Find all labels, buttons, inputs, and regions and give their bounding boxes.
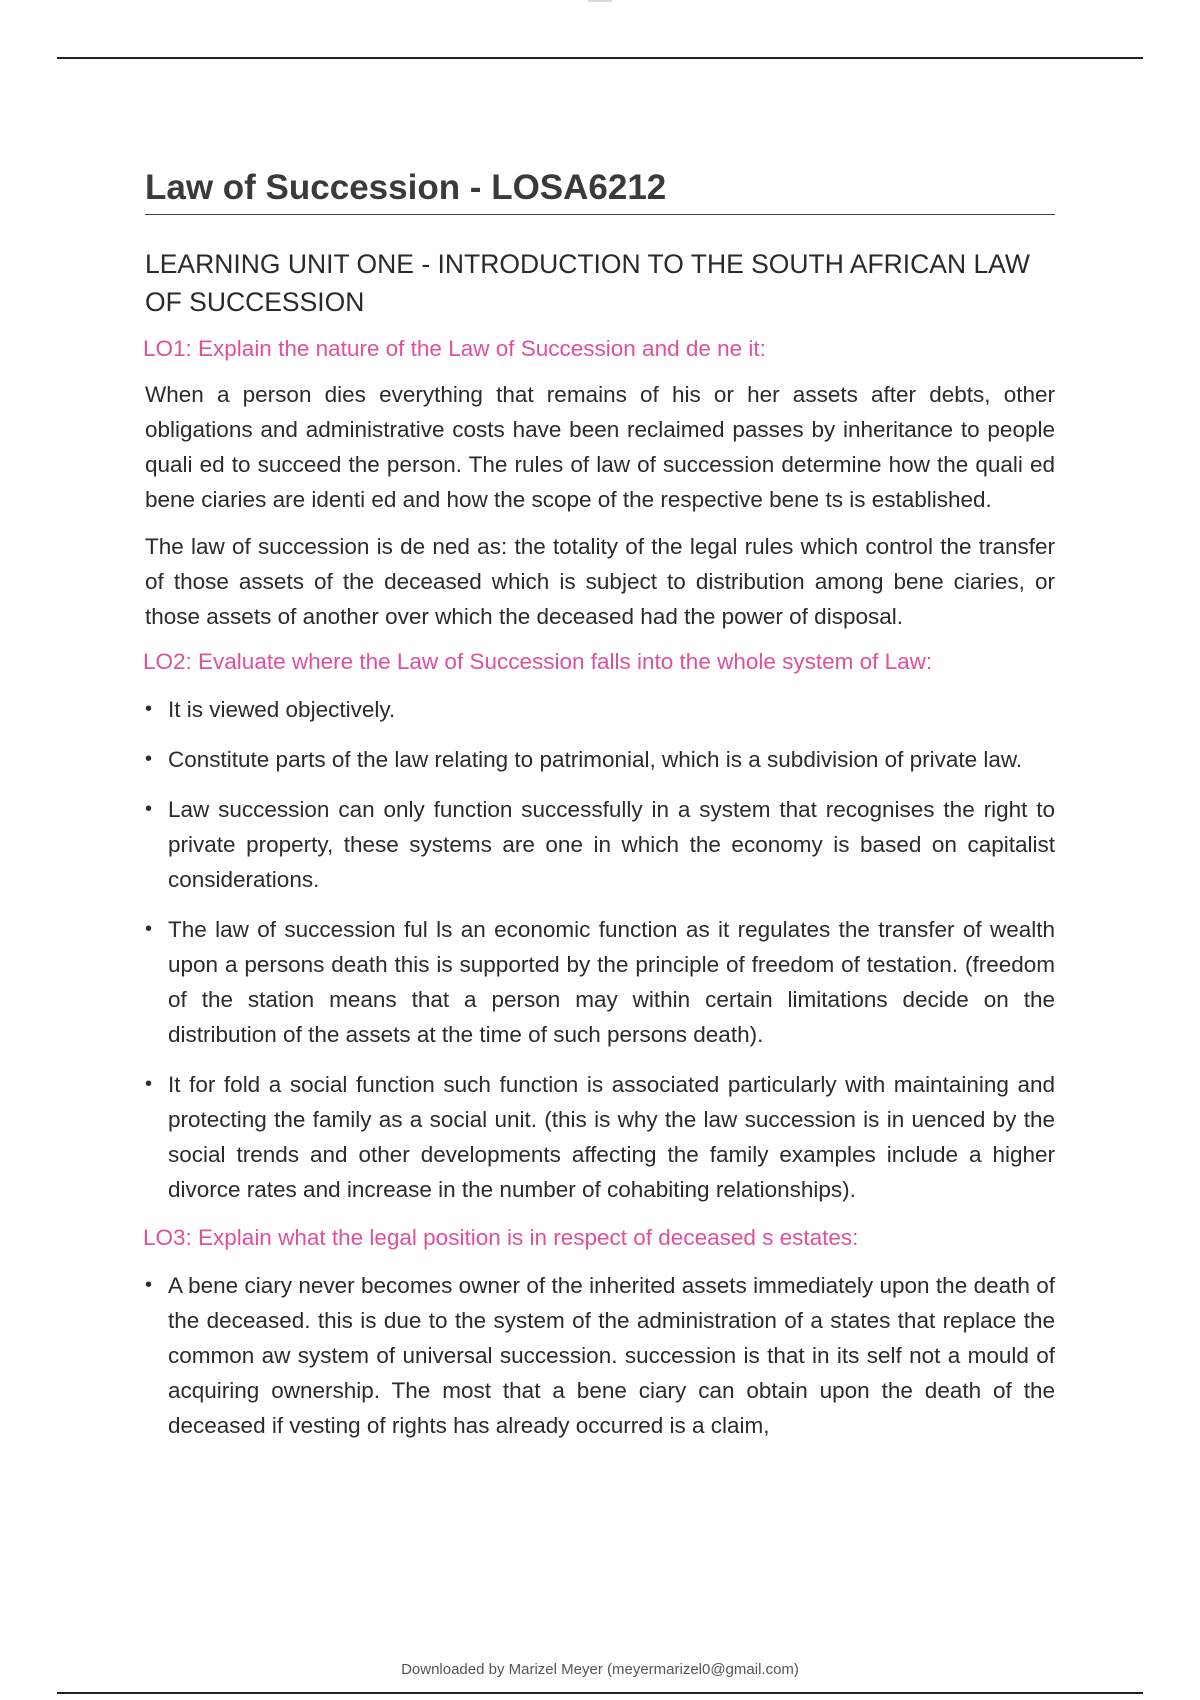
list-item: • It for fold a social function such function is associated particularly with maintaining and protecting the family as a social unit. (this is why the law succession is in uenced by the social trends and other developments affecting the family examples include a higher divorce rates and increase in the number of cohabiting relationships). bbox=[145, 1067, 1055, 1207]
lo1-paragraph: The law of succession is de ned as: the totality of the legal rules which control the transfer of those assets of the deceased which is subject to distribution among bene ciaries, or those assets of another over which the deceased had the power of disposal. bbox=[145, 534, 1055, 629]
list-item: • A bene ciary never becomes owner of the inherited assets immediately upon the death of the deceased. this is due to the system of the administration of a states that replace the common aw system of universal succession. succession is that in its self not a mould of acquiring ownership. The most that a bene ciary can obtain upon the death of the deceased if vesting of rights has already occurred is a claim, bbox=[145, 1268, 1055, 1443]
list-item: • It is viewed objectively. bbox=[145, 692, 1055, 727]
page-top-marker bbox=[588, 0, 612, 2]
lo2-heading: LO2: Evaluate where the Law of Succession falls into the whole system of Law: bbox=[143, 649, 933, 674]
learning-unit-heading: LEARNING UNIT ONE - INTRODUCTION TO THE SOUTH AFRICAN LAW OF SUCCESSION bbox=[145, 249, 1030, 317]
list-item: • The law of succession ful ls an economic function as it regulates the transfer of wealth upon a persons death this is supported by the principle of freedom of testation. (freedom of the station means that a person may within certain limitations decide on the distribution of the assets at the time of such persons death). bbox=[145, 912, 1055, 1052]
lo3-heading: LO3: Explain what the legal position is in respect of deceased s estates: bbox=[143, 1225, 859, 1250]
lo1-paragraph: When a person dies everything that remains of his or her assets after debts, other obligations and administrative costs have been reclaimed passes by inheritance to people quali ed to succeed the person. The rules of law of succession determine how the quali ed bene ciaries are identi ed and how the scope of the respective bene ts is established. bbox=[145, 382, 1055, 512]
footer-rule bbox=[57, 1692, 1143, 1694]
list-item: • Constitute parts of the law relating to patrimonial, which is a subdivision of private law. bbox=[145, 742, 1055, 777]
lo3-bullet-list bbox=[145, 1268, 1055, 1443]
list-item: • Law succession can only function successfully in a system that recognises the right to private property, these systems are one in which the economy is based on capitalist considerations. bbox=[145, 792, 1055, 897]
document-body bbox=[145, 168, 1055, 1458]
download-footer: Downloaded by Marizel Meyer (meyermarizel0@gmail.com) bbox=[401, 1661, 799, 1678]
lo2-bullet-list bbox=[145, 692, 1055, 1207]
header-rule bbox=[57, 57, 1143, 59]
document-title: Law of Succession - LOSA6212 bbox=[145, 168, 1055, 215]
lo1-heading: LO1: Explain the nature of the Law of Succession and de ne it: bbox=[143, 336, 766, 361]
